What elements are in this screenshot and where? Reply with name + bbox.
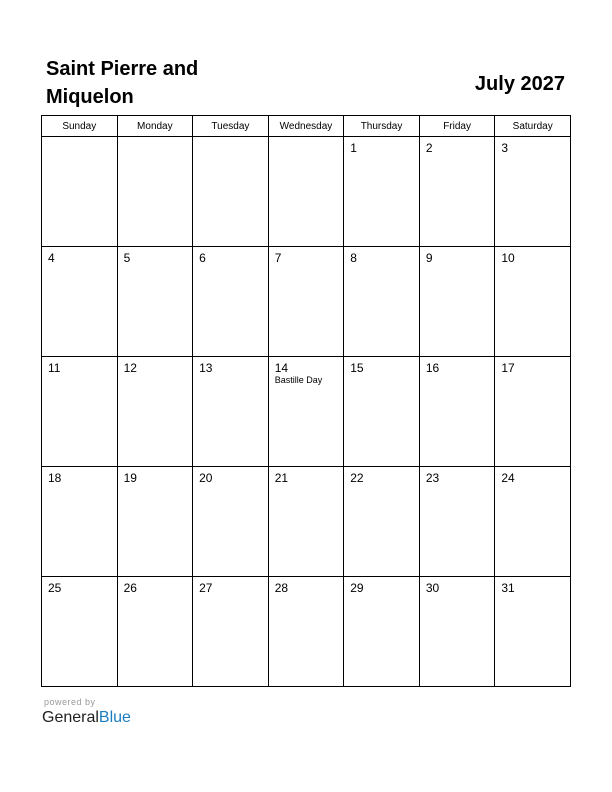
day-number: 14 (274, 361, 289, 375)
day-number: 12 (123, 361, 137, 375)
day-number: 28 (274, 581, 289, 595)
day-cell-empty (268, 137, 344, 247)
week-row (42, 137, 571, 247)
weekday-header: Thursday (344, 116, 420, 137)
day-cell (193, 357, 269, 467)
day-number: 23 (425, 471, 440, 485)
day-cell (42, 247, 118, 357)
day-cell-empty (42, 137, 118, 247)
day-cell (268, 357, 344, 467)
day-number: 6 (199, 251, 206, 265)
day-number: 21 (274, 471, 289, 485)
day-number: 11 (48, 361, 61, 375)
day-number: 16 (425, 361, 440, 375)
day-cell-empty (193, 137, 269, 247)
holiday-label: Bastille Day (274, 375, 323, 385)
day-number: 27 (199, 581, 213, 595)
weekday-header-row (42, 116, 571, 137)
day-cell (42, 467, 118, 577)
day-cell (268, 467, 344, 577)
week-row (42, 577, 571, 687)
day-number: 26 (123, 581, 137, 595)
day-number: 25 (48, 581, 62, 595)
day-cell (193, 247, 269, 357)
day-number: 3 (501, 141, 509, 155)
day-number: 20 (199, 471, 213, 485)
day-number: 7 (274, 251, 282, 265)
brand-general-text: General (42, 709, 99, 726)
day-cell (495, 247, 571, 357)
day-number: 4 (48, 251, 55, 265)
weekday-header: Sunday (42, 116, 118, 137)
day-cell (117, 357, 193, 467)
day-number: 1 (350, 141, 357, 155)
day-number: 29 (350, 581, 364, 595)
brand-blue-text: Blue (98, 709, 131, 726)
day-cell (419, 467, 495, 577)
calendar-title: Saint Pierre and Miquelon (46, 58, 199, 108)
day-cell (268, 577, 344, 687)
day-cell (495, 357, 571, 467)
day-cell (193, 467, 269, 577)
weekday-header: Wednesday (268, 116, 344, 137)
day-number: 30 (425, 581, 440, 595)
weekday-header: Tuesday (193, 116, 269, 137)
calendar-grid (41, 115, 571, 687)
generalblue-logo[interactable] (42, 708, 131, 728)
day-cell (495, 137, 571, 247)
day-number: 10 (501, 251, 515, 265)
weekday-header: Saturday (495, 116, 571, 137)
day-cell (419, 357, 495, 467)
day-cell (344, 357, 420, 467)
day-number: 19 (123, 471, 137, 485)
powered-by-label: powered by (44, 697, 96, 707)
day-cell (117, 467, 193, 577)
day-cell (419, 247, 495, 357)
day-cell (42, 357, 118, 467)
week-row (42, 247, 571, 357)
day-number: 17 (501, 361, 515, 375)
day-cell (117, 247, 193, 357)
weekday-header: Friday (419, 116, 495, 137)
day-number: 15 (350, 361, 364, 375)
day-number: 5 (123, 251, 131, 265)
day-number: 24 (501, 471, 515, 485)
day-cell (268, 247, 344, 357)
day-cell (344, 137, 420, 247)
day-cell (419, 577, 495, 687)
day-cell (193, 577, 269, 687)
weekday-header: Monday (117, 116, 193, 137)
day-cell (344, 247, 420, 357)
day-cell (495, 467, 571, 577)
day-cell-empty (117, 137, 193, 247)
day-number: 18 (48, 471, 62, 485)
day-number: 2 (425, 141, 433, 155)
day-number: 8 (350, 251, 357, 265)
day-cell (344, 467, 420, 577)
day-cell (42, 577, 118, 687)
day-cell (495, 577, 571, 687)
day-number: 31 (501, 581, 515, 595)
day-number: 13 (199, 361, 213, 375)
month-year-label: July 2027 (474, 73, 565, 95)
week-row (42, 357, 571, 467)
day-number: 22 (350, 471, 364, 485)
day-cell (344, 577, 420, 687)
day-cell (117, 577, 193, 687)
day-number: 9 (425, 251, 433, 265)
day-cell (419, 137, 495, 247)
week-row (42, 467, 571, 577)
